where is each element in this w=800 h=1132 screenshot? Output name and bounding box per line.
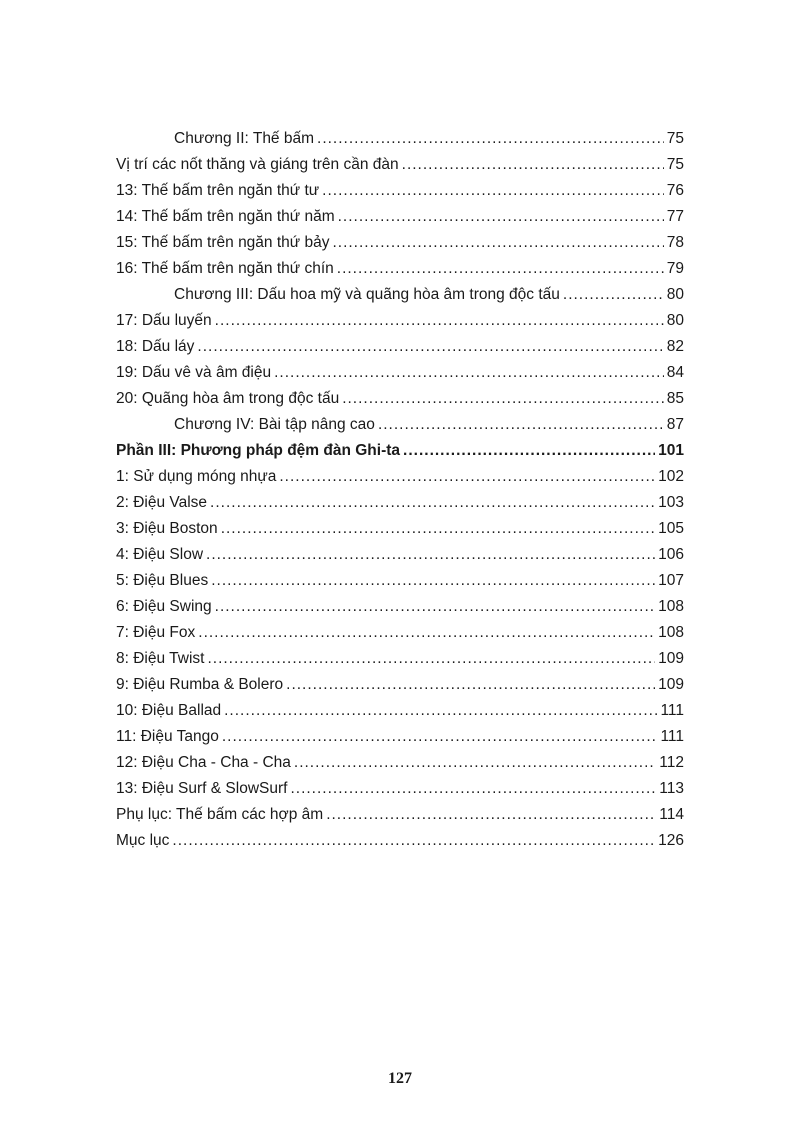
toc-entry-page: 103 bbox=[658, 494, 684, 511]
toc-entry-page: 78 bbox=[666, 234, 684, 251]
toc-entry-label: Phụ lục: Thế bấm các hợp âm bbox=[116, 806, 324, 823]
toc-row bbox=[116, 308, 684, 334]
toc-row bbox=[116, 230, 684, 256]
toc-entry-page: 107 bbox=[658, 572, 684, 589]
toc-entry-label: Phần III: Phương pháp đệm đàn Ghi-ta bbox=[116, 442, 401, 459]
toc-entry-label: Chương II: Thế bấm bbox=[174, 130, 315, 147]
toc-row bbox=[116, 698, 684, 724]
toc-entry-label: 20: Quãng hòa âm trong độc tấu bbox=[116, 390, 340, 407]
toc-entry-page: 87 bbox=[666, 416, 684, 433]
toc-entry-label: 15: Thế bấm trên ngăn thứ bảy bbox=[116, 234, 330, 251]
toc-row bbox=[116, 750, 684, 776]
toc-leader-dots bbox=[279, 464, 655, 490]
page-number: 127 bbox=[388, 1070, 412, 1087]
toc-entry-label: 13: Thế bấm trên ngăn thứ tư bbox=[116, 182, 320, 199]
toc-entry-page: 109 bbox=[658, 650, 684, 667]
toc-entry-label: 6: Điệu Swing bbox=[116, 598, 212, 615]
toc-entry-label: 17: Dấu luyến bbox=[116, 312, 212, 329]
toc-entry-label: 8: Điệu Twist bbox=[116, 650, 205, 667]
toc-row bbox=[116, 646, 684, 672]
toc-leader-dots bbox=[210, 490, 655, 516]
toc-entry-label: 9: Điệu Rumba & Bolero bbox=[116, 676, 284, 693]
toc-entry-label: 10: Điệu Ballad bbox=[116, 702, 222, 719]
toc-entry-page: 80 bbox=[666, 286, 684, 303]
toc-entry-label: Chương III: Dấu hoa mỹ và quãng hòa âm trong độc tấu bbox=[174, 286, 560, 303]
toc-row bbox=[116, 724, 684, 750]
toc-leader-dots bbox=[403, 438, 655, 464]
toc-row bbox=[116, 516, 684, 542]
toc-entry-page: 82 bbox=[666, 338, 684, 355]
toc-entry-page: 113 bbox=[659, 780, 684, 797]
toc-entry-page: 77 bbox=[666, 208, 684, 225]
toc-entry-label: 12: Điệu Cha - Cha - Cha bbox=[116, 754, 291, 771]
toc-row bbox=[116, 620, 684, 646]
toc-entry-page: 101 bbox=[658, 442, 684, 459]
toc-entry-label: 14: Thế bấm trên ngăn thứ năm bbox=[116, 208, 335, 225]
toc-entry-page: 79 bbox=[666, 260, 684, 277]
toc-row bbox=[116, 568, 684, 594]
toc-entry-page: 112 bbox=[659, 754, 684, 771]
toc-leader-dots bbox=[197, 334, 663, 360]
toc-entry-page: 75 bbox=[666, 156, 684, 173]
toc-row bbox=[116, 802, 684, 828]
toc-leader-dots bbox=[326, 802, 656, 828]
toc-leader-dots bbox=[402, 152, 664, 178]
toc-row bbox=[116, 464, 684, 490]
toc-row bbox=[116, 828, 684, 854]
toc-leader-dots bbox=[274, 360, 664, 386]
toc-leader-dots bbox=[322, 178, 664, 204]
toc-row bbox=[116, 204, 684, 230]
toc-entry-page: 85 bbox=[666, 390, 684, 407]
toc-chapter-row bbox=[116, 126, 684, 152]
toc-leader-dots bbox=[215, 308, 664, 334]
toc-leader-dots bbox=[221, 516, 655, 542]
toc-entry-label: 16: Thế bấm trên ngăn thứ chín bbox=[116, 260, 334, 277]
toc-entry-label: 3: Điệu Boston bbox=[116, 520, 218, 537]
toc-leader-dots bbox=[338, 204, 664, 230]
toc-entry-page: 108 bbox=[658, 624, 684, 641]
toc-leader-dots bbox=[294, 750, 656, 776]
table-of-contents bbox=[116, 126, 684, 854]
toc-entry-page: 84 bbox=[666, 364, 684, 381]
toc-row bbox=[116, 672, 684, 698]
toc-entry-page: 111 bbox=[660, 728, 684, 745]
toc-row bbox=[116, 490, 684, 516]
toc-entry-page: 114 bbox=[659, 806, 684, 823]
toc-leader-dots bbox=[563, 282, 664, 308]
toc-leader-dots bbox=[222, 724, 658, 750]
toc-row bbox=[116, 334, 684, 360]
toc-leader-dots bbox=[206, 542, 655, 568]
toc-entry-label: 11: Điệu Tango bbox=[116, 728, 219, 745]
toc-row bbox=[116, 542, 684, 568]
toc-entry-page: 102 bbox=[658, 468, 684, 485]
toc-leader-dots bbox=[290, 776, 656, 802]
toc-leader-dots bbox=[215, 594, 655, 620]
toc-entry-label: Vị trí các nốt thăng và giáng trên cần đàn bbox=[116, 156, 399, 173]
toc-leader-dots bbox=[317, 126, 664, 152]
toc-entry-label: 2: Điệu Valse bbox=[116, 494, 208, 511]
toc-row bbox=[116, 360, 684, 386]
toc-row bbox=[116, 178, 684, 204]
toc-entry-page: 126 bbox=[658, 832, 684, 849]
toc-row bbox=[116, 256, 684, 282]
toc-leader-dots bbox=[207, 646, 655, 672]
toc-chapter-row bbox=[116, 412, 684, 438]
toc-leader-dots bbox=[337, 256, 664, 282]
toc-entry-page: 108 bbox=[658, 598, 684, 615]
toc-row bbox=[116, 594, 684, 620]
toc-row bbox=[116, 152, 684, 178]
toc-entry-label: Chương IV: Bài tập nâng cao bbox=[174, 416, 375, 433]
toc-entry-page: 75 bbox=[666, 130, 684, 147]
toc-leader-dots bbox=[172, 828, 655, 854]
toc-entry-label: 1: Sử dụng móng nhựa bbox=[116, 468, 277, 485]
toc-row bbox=[116, 386, 684, 412]
toc-leader-dots bbox=[198, 620, 655, 646]
toc-entry-page: 105 bbox=[658, 520, 684, 537]
toc-entry-label: 18: Dấu láy bbox=[116, 338, 195, 355]
toc-entry-label: 4: Điệu Slow bbox=[116, 546, 204, 563]
toc-entry-label: 5: Điệu Blues bbox=[116, 572, 209, 589]
toc-entry-label: 13: Điệu Surf & SlowSurf bbox=[116, 780, 288, 797]
toc-entry-page: 111 bbox=[660, 702, 684, 719]
toc-leader-dots bbox=[342, 386, 664, 412]
toc-row bbox=[116, 776, 684, 802]
toc-entry-page: 76 bbox=[666, 182, 684, 199]
toc-entry-label: 19: Dấu vê và âm điệu bbox=[116, 364, 272, 381]
toc-part-row bbox=[116, 438, 684, 464]
toc-entry-label: Mục lục bbox=[116, 832, 170, 849]
toc-leader-dots bbox=[286, 672, 655, 698]
toc-entry-page: 106 bbox=[658, 546, 684, 563]
toc-leader-dots bbox=[224, 698, 657, 724]
toc-chapter-row bbox=[116, 282, 684, 308]
toc-leader-dots bbox=[211, 568, 655, 594]
toc-entry-label: 7: Điệu Fox bbox=[116, 624, 196, 641]
toc-entry-page: 109 bbox=[658, 676, 684, 693]
toc-leader-dots bbox=[378, 412, 664, 438]
toc-entry-page: 80 bbox=[666, 312, 684, 329]
toc-leader-dots bbox=[332, 230, 663, 256]
